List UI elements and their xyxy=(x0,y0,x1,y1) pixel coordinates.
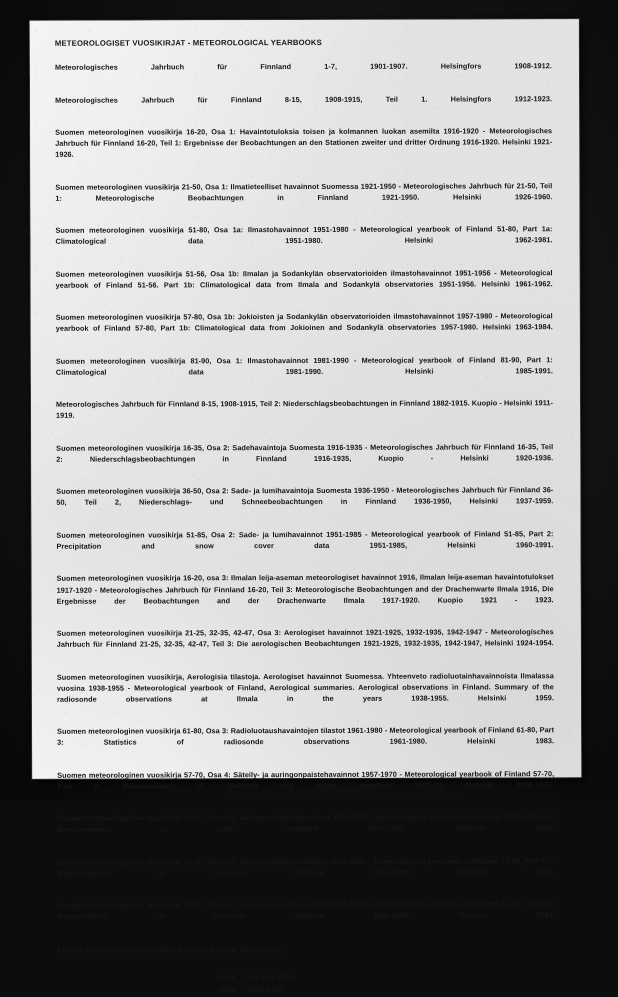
isbn-value: 951-697-355-8 xyxy=(246,973,297,983)
issn-row xyxy=(218,984,555,997)
bibliography-entry: Suomen meteorologinen vuosikirja 61-80, Osa 3: Radioluotaushavaintojen tilastot 1961-1980 - Meteorological yearbook of Finland 61-80, Part 3: Statistics of radiosonde observations 1961-1980. Helsinki 1983. xyxy=(57,725,555,748)
bibliography-entry: Suomen meteorologinen vuosikirja 71-80, Osa 4:1: Auringonsäteilyhavainnot 1971-1980 - Meteorological yearbook of Finland 71-80, Part 4:1 Measurements of solar radiation 1971-1980. Helsinki 1982. xyxy=(57,812,555,835)
bibliography-entry: Suomen meteorologinen vuosikirja 51-56, Osa 1b: Ilmalan ja Sodankylän observatorioiden ilmastohavainnot 1951-1956 - Meteorological yearbook of Finland 51-56. Part 1b: Climatological data from Ilmala and Sodankylä observatories 1951-1956. Helsinki 1961-1962. xyxy=(55,267,553,290)
bibliography-entry: Suomen meteorologinen vuosikirja 51-80, Osa 1a: Ilmastohavainnot 1951-1980 - Meteorological yearbook of Finland 51-80, Part 1a: Climatological data 1951-1980. Helsinki 1962-1981. xyxy=(55,224,553,247)
bibliography-entry: Meteorologisches Jahrbuch für Finnland 1-7, 1901-1907. Helsingfors 1908-1912. xyxy=(54,61,552,72)
bibliography-entry: Suomen meteorologinen vuosikirja 16-20, osa 3: Ilmalan leija-aseman meteorologiset havainnot 1916, Ilmalan leija-aseman havaintotulokset 1917-1920 - Meteorologisches Jahrbuch für Finnland 16-20, Teil 3: Meteorologische Beobachtungen and der Drachenwarte Ilmala 1916, Die Ergebnisse der Beobachtungen and der Drachenwarte Ilmala 1917-1920. Kuopio 1921 - 1923. xyxy=(56,572,554,606)
bibliography-entry: Suomen meteorologinen vuosikirja 21-25, 32-35, 42-47, Osa 3: Aerologiset havainnot 1921-1925, 1932-1935, 1942-1947 - Meteorologisches Jahrbuch für Finnland 21-25, 32-35, 42-47, Teil 3: Die aerologischen Beobachtungen 1921-1925, 1932-1935, 1942-1947, Helsinki 1924-1954. xyxy=(56,627,554,649)
bibliography-entry: Meteorologisches Jahrbuch für Finnland 8-15, 1908-1915, Teil 1. Helsingfors 1912-1923. xyxy=(55,93,553,105)
bibliography-entry: Meteorologisches Jahrbuch für Finnland 8-15, 1908-1915, Teil 2: Niederschlagsbeobachtungen in Finnland 1882-1915. Kuopio - Helsinki 1911-1919. xyxy=(56,398,554,421)
isbn-row xyxy=(218,972,555,985)
bibliography-entry: Suomen meteorologinen vuosikirja 51-85, Osa 2: Sade- ja lumihavainnot 1951-1985 - Meteorological yearbook of Finland 51-85, Part 2: Precipitation and snow cover data 1951-1985, Helsinki 1960-1991. xyxy=(56,529,554,551)
bibliography-entry: Suomen meteorologinen vuosikirja, Aerologisia tilastoja. Aerologiset havainnot Suomessa. Yhteenveto radioluotainhavainnoista Ilmalassa vuosina 1938-1955 - Meteorological yearbook of Finland, Aerological summaries. Aerological observations in Finland. Summary of the radiosonde observations at Ilmala in the years 1938-1955. Helsinki 1959. xyxy=(56,670,554,704)
bibliography-entry: Suomen meteorologinen vuosikirja 57-70, Osa 4: Säteily- ja auringonpaistehavainnot 1957-1970 - Meteorological yearbook of Finland 57-70, Part 4: Measurements of radiation and bright sunshine 1957-70. Helsinki 1966-1972. xyxy=(57,768,555,791)
bibliography-entry: Suomen meteorologinen vuosikirja 57-80, Osa 1b: Jokioisten ja Sodankylän observatorioiden ilmastohavainnot 1957-1980 - Meteorological yearbook of Finland 57-80, Part 1b: Climatological data from Jokioinen and Sodankylä observatories 1957-1980. Helsinki 1963-1984. xyxy=(55,311,553,334)
issn-label: ISSN xyxy=(217,985,236,995)
bibliography-entry: Suomen meteorologinen vuosikirja 81-82, Osa 4:2: Auringonpaistehavainnot 1981-1982 - Meteorological yearbook of Finland 81-82, Part 4:2: Measurements of sunshine duration 1981-1982. Helsinki 1984. xyxy=(57,899,555,922)
bibliography-entry: Suomen meteorologinen vuosikirja 71-80, Osa 4:2: Auringonpaistehavainnot 1971-1980 - Meteorological yearbook of Finland 71-80, Part 4:2: Measurements of sunshine duration 1971-1980. Helsinki 1982. xyxy=(57,855,555,878)
bibliography-entry: Suomen meteorologinen vuosikirja 21-50, Osa 1: Ilmatieteelliset havainnot Suomessa 1921-1950 - Meteorologisches Jahrbuch für 21-50, Teil 1: Meteorologische Beobachtungen in Finnland 1921-1950. Helsinki 1926-1960. xyxy=(55,180,553,203)
bibliography-entry: Suomen meteorologinen vuosikirja 16-20, Osa 1: Havaintotuloksia toisen ja kolmannen luokan asemilta 1916-1920 - Meteorologisches Jahrbuch für Finnland 16-20, Teil 1: Ergebnisse der Beobachtungen an den Stationen zweiter und dritter Ordnung 1916-1920. Helsinki 1921-1926. xyxy=(55,126,553,159)
book-back-cover-page xyxy=(30,19,581,995)
bibliography-entry: Suomen meteorologinen vuosikirja 36-50, Osa 2: Sade- ja lumihavaintoja Suomesta 1936-1950 - Meteorologisches Jahrbuch für Finnland 36-50, Teil 2, Niederschlags- und Schneebeobachtungen in Finnland 1936-1950, Helsinki 1937-1959. xyxy=(56,485,554,508)
isbn-label: ISBN xyxy=(217,973,236,983)
page-title: METEOROLOGISET VUOSIKIRJAT - METEOROLOGICAL YEARBOOKS xyxy=(54,37,322,48)
bibliography-entry: Suomen meteorologinen vuosikirja 16-35, Osa 2: Sadehavaintoja Suomesta 1916-1935 - Meteorologisches Jahrbuch für Finnland 16-35, Teil 2: Niederschlagsbeobachtungen in Finnland 1916-1935, Kuopio - Helsinki 1920-1936. xyxy=(56,442,554,464)
printed-text-block xyxy=(55,37,555,997)
issn-value: 0076-6755 xyxy=(246,985,283,995)
identifier-block xyxy=(58,972,555,997)
bibliography-entry: Suomen meteorologinen vuosikirja 81-90, Osa 1: Ilmastohavainnot 1981-1990 - Meteorological yearbook of Finland 81-90, Part 1: Climatological data 1981-1990. Helsinki 1985-1991. xyxy=(55,354,553,377)
continued-inside-back-cover-note: (Jatkuu takakannen sisäpuolella - Continued inside back cover) xyxy=(57,944,282,955)
